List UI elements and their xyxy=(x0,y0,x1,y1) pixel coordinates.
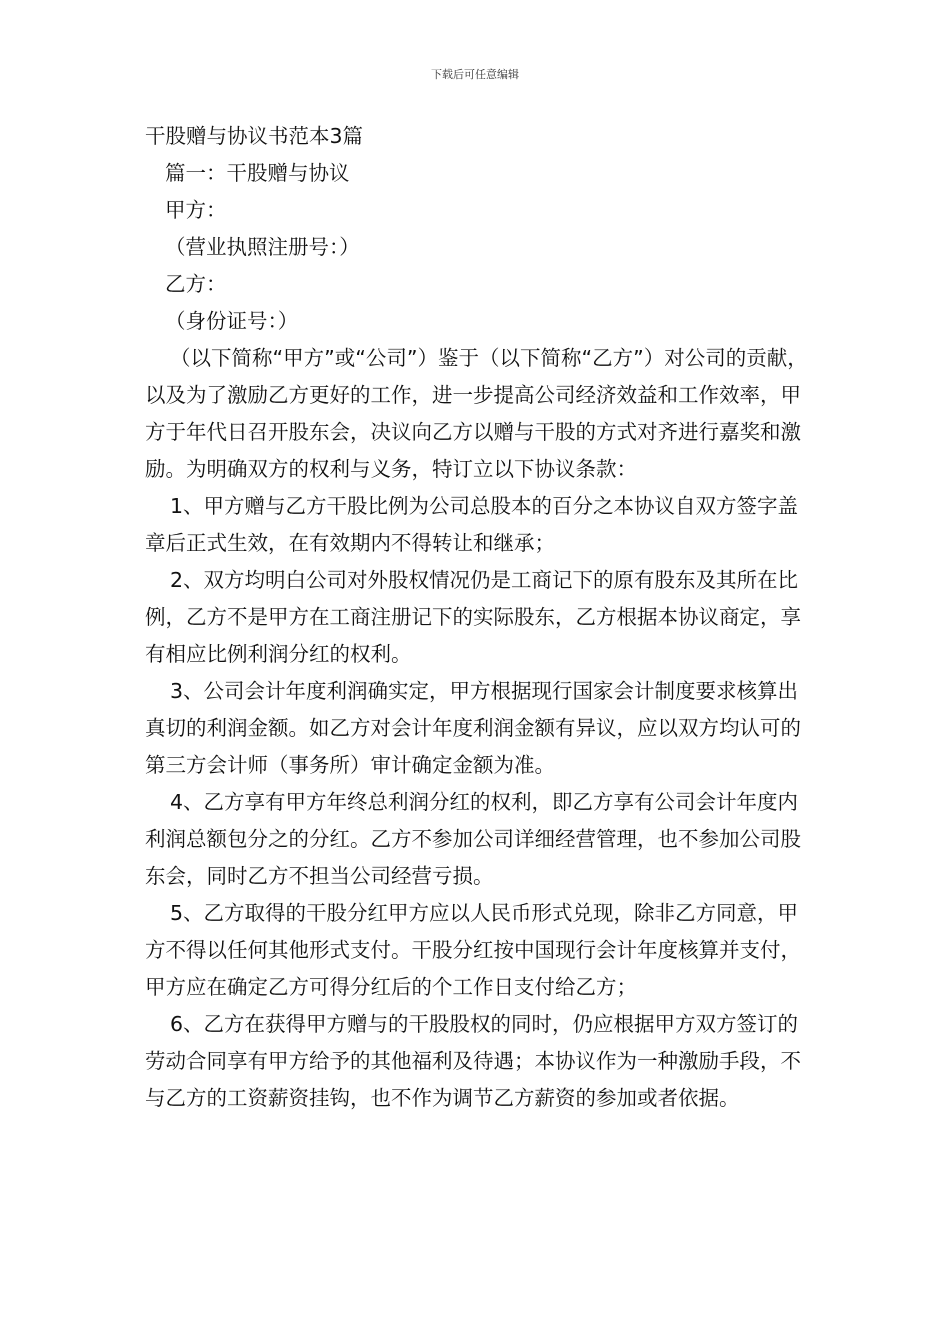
document-title: 干股赠与协议书范本3篇 xyxy=(145,124,364,148)
party-a-label: 甲方： xyxy=(165,198,227,222)
preamble-paragraph: （以下简称“甲方”或“公司”）鉴于（以下简称“乙方”）对公司的贡献，以及为了激励乙方更好的工作，进一步提高公司经济效益和工作效率，甲方于年代日召开股东会，决议向乙方以赠与干股的方式对齐进行嘉奖和激励。为明确双方的权利与义务，特订立以下协议条款： xyxy=(145,346,808,481)
clause-2: 2、双方均明白公司对外股权情况仍是工商记下的原有股东及其所在比例，乙方不是甲方在工商注册记下的实际股东，乙方根据本协议商定，享有相应比例利润分红的权利。 xyxy=(145,568,801,666)
clause-6: 6、乙方在获得甲方赠与的干股股权的同时，仍应根据甲方双方签订的劳动合同享有甲方给予的其他福利及待遇；本协议作为一种激励手段，不与乙方的工资薪资挂钩，也不作为调节乙方薪资的参加或者依据。 xyxy=(145,1012,801,1110)
party-b-label: 乙方： xyxy=(165,272,227,296)
section-heading: 篇一：干股赠与协议 xyxy=(165,161,350,185)
clause-4: 4、乙方享有甲方年终总利润分红的权利，即乙方享有公司会计年度内利润总额包分之的分红。乙方不参加公司详细经营管理，也不参加公司股东会，同时乙方不担当公司经营亏损。 xyxy=(145,790,801,888)
document-body xyxy=(145,118,813,1117)
party-a-registration: （营业执照注册号：） xyxy=(165,235,360,259)
page-header: 下载后可任意编辑 xyxy=(431,68,519,81)
clause-1: 1、甲方赠与乙方干股比例为公司总股本的百分之本协议自双方签字盖章后正式生效，在有效期内不得转让和继承； xyxy=(145,494,799,555)
clause-5: 5、乙方取得的干股分红甲方应以人民币形式兑现，除非乙方同意，甲方不得以任何其他形式支付。干股分红按中国现行会计年度核算并支付，甲方应在确定乙方可得分红后的个工作日支付给乙方； xyxy=(145,901,801,999)
party-b-id: （身份证号：） xyxy=(165,309,299,333)
clause-3: 3、公司会计年度利润确实定，甲方根据现行国家会计制度要求核算出真切的利润金额。如乙方对会计年度利润金额有异议，应以双方均认可的第三方会计师（事务所）审计确定金额为准。 xyxy=(145,679,801,777)
